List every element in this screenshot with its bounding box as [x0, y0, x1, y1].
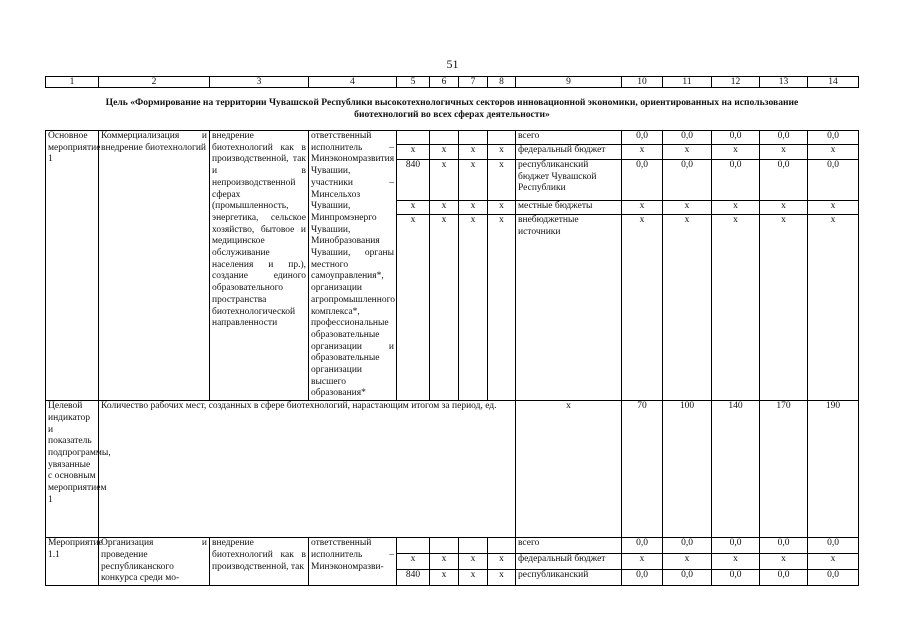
- funding-source: республиканский: [516, 570, 622, 586]
- table-cell: 0,0: [760, 159, 808, 200]
- table-cell: x: [712, 554, 760, 570]
- activity-type: Основное мероприятие 1: [46, 131, 99, 401]
- col-number: 5: [397, 77, 430, 88]
- activity-name: Коммерциализация и внедрение биотехнологий: [99, 131, 210, 401]
- table-cell: x: [663, 554, 712, 570]
- table-cell: [430, 131, 459, 145]
- column-numbers-row: [46, 77, 859, 88]
- col-number: 9: [516, 77, 622, 88]
- table-cell: x: [430, 145, 459, 159]
- table-cell: 0,0: [622, 570, 663, 586]
- table-cell: x: [459, 200, 488, 214]
- col-number: 14: [808, 77, 859, 88]
- table-cell: x: [430, 215, 459, 401]
- table-cell: 0,0: [808, 538, 859, 554]
- table-cell: 0,0: [712, 131, 760, 145]
- table-cell: x: [760, 145, 808, 159]
- table-cell: x: [459, 145, 488, 159]
- table-cell: 140: [712, 401, 760, 538]
- table-cell: x: [488, 215, 516, 401]
- funding-source: федеральный бюджет: [516, 554, 622, 570]
- funding-source: республиканский бюджет Чувашской Республики: [516, 159, 622, 200]
- activity-name: Организация и проведение республиканского конкурса среди мо-: [99, 538, 210, 586]
- goal-heading: Цель «Формирование на территории Чувашской Республики высокотехнологичных секторов инновационной экономики, ориентированных на использование биотехнологий во всех сферах деятельности»: [46, 88, 859, 131]
- table-cell: x: [488, 554, 516, 570]
- table-cell: 840: [397, 159, 430, 200]
- table-cell: x: [760, 200, 808, 214]
- table-cell: 0,0: [808, 159, 859, 200]
- table-cell: 100: [663, 401, 712, 538]
- funding-source: всего: [516, 538, 622, 554]
- table-cell: x: [430, 200, 459, 214]
- activity-executors: ответственный исполнитель – Минэкономразвития Чувашии, участники – Минсельхоз Чувашии, Минпромэнерго Чувашии, Минобразования Чувашии, органы местного самоуправления*, организации агропромышленного комплекса*, профессиональные образовательные организации и образовательные организации высшего образования*: [309, 131, 397, 401]
- table-cell: x: [459, 554, 488, 570]
- table-cell: x: [808, 145, 859, 159]
- table-cell: 0,0: [760, 538, 808, 554]
- table-cell: x: [622, 200, 663, 214]
- table-cell: 840: [397, 570, 430, 586]
- table-row: [46, 131, 859, 145]
- table-cell: x: [622, 145, 663, 159]
- table-cell: x: [808, 200, 859, 214]
- table-cell: 0,0: [663, 538, 712, 554]
- goal-row: [46, 88, 859, 131]
- col-number: 10: [622, 77, 663, 88]
- table-cell: [397, 131, 430, 145]
- table-cell: x: [397, 554, 430, 570]
- table-cell: 0,0: [760, 131, 808, 145]
- table-cell: x: [397, 215, 430, 401]
- table-cell: x: [430, 554, 459, 570]
- table-cell: 0,0: [712, 570, 760, 586]
- table-cell: x: [808, 215, 859, 401]
- col-number: 12: [712, 77, 760, 88]
- table-cell: 0,0: [712, 538, 760, 554]
- table-cell: x: [622, 215, 663, 401]
- table-cell: x: [430, 570, 459, 586]
- funding-source: местные бюджеты: [516, 200, 622, 214]
- table-cell: x: [488, 145, 516, 159]
- activity-description: внедрение биотехнологий как в производственной, так: [210, 538, 309, 586]
- col-number: 8: [488, 77, 516, 88]
- table-cell: x: [712, 200, 760, 214]
- col-number: 11: [663, 77, 712, 88]
- table-cell: 190: [808, 401, 859, 538]
- table-cell: [459, 538, 488, 554]
- table-cell: 0,0: [663, 159, 712, 200]
- table-cell: x: [516, 401, 622, 538]
- col-number: 13: [760, 77, 808, 88]
- table-cell: x: [430, 159, 459, 200]
- table-cell: x: [808, 554, 859, 570]
- table-cell: 0,0: [663, 131, 712, 145]
- table-cell: x: [488, 570, 516, 586]
- table-cell: x: [488, 159, 516, 200]
- table-cell: x: [760, 215, 808, 401]
- table-cell: x: [663, 145, 712, 159]
- indicator-type: Целевой индикатор и показатель подпрограммы, увязанные с основным мероприятием 1: [46, 401, 99, 538]
- table-cell: x: [397, 200, 430, 214]
- activity-description: внедрение биотехнологий как в производственной, так и в непроизводственной сферах (промышленность, энергетика, сельское хозяйство, бытовое и медицинское обслуживание населения и пр.), создание единого образовательного пространства биотехнологической направленности: [210, 131, 309, 401]
- table-cell: 0,0: [808, 131, 859, 145]
- table-cell: x: [760, 554, 808, 570]
- table-cell: 0,0: [712, 159, 760, 200]
- table-row: [46, 401, 859, 538]
- table-cell: x: [459, 159, 488, 200]
- page-number: 51: [446, 57, 459, 71]
- funding-source: федеральный бюджет: [516, 145, 622, 159]
- table-cell: x: [397, 145, 430, 159]
- table-cell: 0,0: [808, 570, 859, 586]
- table-cell: x: [712, 215, 760, 401]
- col-number: 7: [459, 77, 488, 88]
- col-number: 2: [99, 77, 210, 88]
- table-cell: 0,0: [622, 159, 663, 200]
- table-cell: x: [712, 145, 760, 159]
- funding-source: внебюджетные источники: [516, 215, 622, 401]
- table-cell: 70: [622, 401, 663, 538]
- activity-type: Мероприятие 1.1: [46, 538, 99, 586]
- table-cell: 0,0: [622, 538, 663, 554]
- col-number: 3: [210, 77, 309, 88]
- program-table: [45, 76, 859, 586]
- table-cell: x: [663, 215, 712, 401]
- table-cell: x: [663, 200, 712, 214]
- funding-source: всего: [516, 131, 622, 145]
- indicator-text: Количество рабочих мест, созданных в сфере биотехнологий, нарастающим итогом за период, ед.: [99, 401, 516, 538]
- table-cell: [430, 538, 459, 554]
- table-cell: [397, 538, 430, 554]
- table-cell: 0,0: [760, 570, 808, 586]
- table-cell: 170: [760, 401, 808, 538]
- table-cell: [488, 538, 516, 554]
- table-cell: [488, 131, 516, 145]
- table-cell: x: [622, 554, 663, 570]
- table-row: [46, 538, 859, 554]
- table-cell: 0,0: [622, 131, 663, 145]
- col-number: 1: [46, 77, 99, 88]
- col-number: 6: [430, 77, 459, 88]
- activity-executors: ответственный исполнитель – Минэкономразви-: [309, 538, 397, 586]
- table-cell: x: [459, 215, 488, 401]
- table-cell: [459, 131, 488, 145]
- col-number: 4: [309, 77, 397, 88]
- table-cell: 0,0: [663, 570, 712, 586]
- table-cell: x: [488, 200, 516, 214]
- table-cell: x: [459, 570, 488, 586]
